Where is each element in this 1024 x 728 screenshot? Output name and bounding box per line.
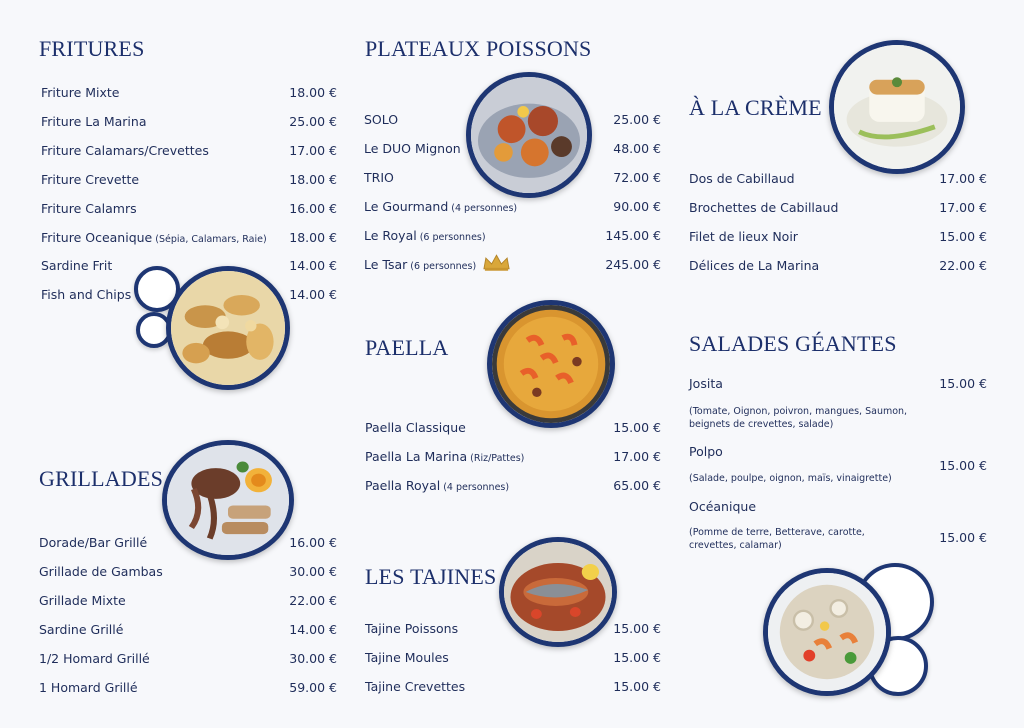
item-label: Paella Royal bbox=[365, 478, 441, 493]
item-price: 15.00 € bbox=[613, 679, 661, 694]
item-name: Le DUO Mignon bbox=[364, 141, 461, 156]
menu-item bbox=[39, 535, 337, 553]
tajines-list bbox=[365, 621, 661, 701]
item-name bbox=[365, 449, 524, 464]
plateaux-title: PLATEAUX POISSONS bbox=[365, 36, 592, 61]
item-name: Dorade/Bar Grillé bbox=[39, 535, 148, 550]
item-label: Le Tsar bbox=[364, 257, 408, 272]
item-note: (6 personnes) bbox=[410, 261, 477, 272]
item-price: 145.00 € bbox=[605, 228, 661, 243]
fritures-title: FRITURES bbox=[39, 36, 145, 61]
item-description: (Salade, poulpe, oignon, maïs, vinaigrette) bbox=[689, 473, 892, 484]
item-price: 14.00 € bbox=[289, 622, 337, 637]
seafood-salad-photo bbox=[763, 568, 891, 696]
item-note: (Sépia, Calamars, Raie) bbox=[155, 234, 267, 245]
plateaux-list bbox=[364, 112, 661, 282]
item-name: 1/2 Homard Grillé bbox=[39, 651, 150, 666]
item-name: Polpo bbox=[689, 444, 723, 459]
item-name: Paella Classique bbox=[365, 420, 466, 435]
item-price: 30.00 € bbox=[289, 651, 337, 666]
item-price: 15.00 € bbox=[613, 420, 661, 435]
item-name: 1 Homard Grillé bbox=[39, 680, 138, 695]
paella-photo bbox=[487, 300, 615, 428]
crown-icon bbox=[482, 253, 511, 273]
item-name: Friture Crevette bbox=[41, 172, 140, 187]
menu-item bbox=[689, 229, 987, 247]
menu-item bbox=[365, 449, 661, 467]
menu-item bbox=[689, 258, 987, 276]
menu-item bbox=[364, 228, 661, 246]
menu-item bbox=[364, 141, 661, 159]
item-name: Tajine Poissons bbox=[365, 621, 459, 636]
item-name: Friture Calamars/Crevettes bbox=[41, 143, 209, 158]
menu-item bbox=[365, 679, 661, 697]
salades-list bbox=[689, 373, 987, 573]
item-label: Paella La Marina bbox=[365, 449, 468, 464]
paella-title: PAELLA bbox=[365, 335, 449, 360]
cod-cream-photo bbox=[829, 40, 965, 174]
item-price: 72.00 € bbox=[613, 170, 661, 185]
fried-seafood-image bbox=[171, 271, 285, 385]
item-name: Sardine Frit bbox=[41, 258, 113, 273]
fried-seafood-photo bbox=[166, 266, 290, 390]
menu-item bbox=[41, 85, 337, 103]
item-name bbox=[41, 230, 267, 245]
menu-item bbox=[365, 478, 661, 496]
seafood-salad-image bbox=[768, 573, 886, 691]
paella-image bbox=[492, 305, 610, 423]
cod-cream-image bbox=[834, 45, 960, 169]
menu-item bbox=[39, 680, 337, 698]
menu-item bbox=[364, 257, 661, 275]
item-price: 17.00 € bbox=[613, 449, 661, 464]
item-price: 48.00 € bbox=[613, 141, 661, 156]
item-price: 59.00 € bbox=[289, 680, 337, 695]
creme-list bbox=[689, 171, 987, 281]
grillades-title: GRILLADES bbox=[39, 466, 164, 491]
item-label: Friture Oceanique bbox=[41, 230, 153, 245]
tajines-title: LES TAJINES bbox=[365, 564, 497, 589]
menu-item bbox=[365, 650, 661, 668]
item-name: Grillade Mixte bbox=[39, 593, 126, 608]
creme-title: À LA CRÈME bbox=[689, 95, 822, 120]
item-name: Friture Mixte bbox=[41, 85, 120, 100]
item-price: 16.00 € bbox=[289, 201, 337, 216]
item-name: Grillade de Gambas bbox=[39, 564, 163, 579]
item-price: 25.00 € bbox=[613, 112, 661, 127]
item-price: 18.00 € bbox=[289, 172, 337, 187]
item-name: Fish and Chips bbox=[41, 287, 132, 302]
item-price: 16.00 € bbox=[289, 535, 337, 550]
item-note: (6 personnes) bbox=[419, 232, 486, 243]
menu-item bbox=[364, 170, 661, 188]
item-price: 15.00 € bbox=[613, 650, 661, 665]
item-name: Friture Calamrs bbox=[41, 201, 137, 216]
item-name bbox=[364, 228, 486, 243]
item-name: Friture La Marina bbox=[41, 114, 147, 129]
item-description: (Pomme de terre, Betterave, carotte, crevettes, calamar) bbox=[689, 527, 865, 551]
item-price: 22.00 € bbox=[939, 258, 987, 273]
item-price: 15.00 € bbox=[939, 229, 987, 244]
menu-item bbox=[41, 258, 337, 276]
item-name: Tajine Crevettes bbox=[365, 679, 466, 694]
item-name: Josita bbox=[689, 376, 723, 391]
item-name: Filet de lieux Noir bbox=[689, 229, 798, 244]
item-price: 17.00 € bbox=[939, 200, 987, 215]
item-price: 22.00 € bbox=[289, 593, 337, 608]
item-name bbox=[364, 257, 476, 272]
item-note: (4 personnes) bbox=[451, 203, 518, 214]
menu-item bbox=[41, 114, 337, 132]
item-price: 15.00 € bbox=[939, 530, 987, 545]
item-note: (Riz/Pattes) bbox=[470, 453, 525, 464]
item-price: 15.00 € bbox=[613, 621, 661, 636]
menu-item bbox=[364, 112, 661, 130]
item-price: 18.00 € bbox=[289, 85, 337, 100]
item-price: 17.00 € bbox=[289, 143, 337, 158]
item-price: 15.00 € bbox=[939, 376, 987, 391]
item-name bbox=[364, 199, 517, 214]
salades-title: SALADES GÉANTES bbox=[689, 331, 897, 356]
item-name: SOLO bbox=[364, 112, 399, 127]
menu-item bbox=[41, 172, 337, 190]
item-price: 65.00 € bbox=[613, 478, 661, 493]
item-price: 90.00 € bbox=[613, 199, 661, 214]
item-note: (4 personnes) bbox=[443, 482, 510, 493]
item-description: (Tomate, Oignon, poivron, mangues, Saumon, beignets de crevettes, salade) bbox=[689, 406, 908, 430]
salad-item bbox=[689, 376, 987, 394]
menu-item bbox=[689, 200, 987, 218]
menu-item bbox=[39, 564, 337, 582]
menu-item bbox=[41, 230, 337, 248]
item-name: Tajine Moules bbox=[365, 650, 449, 665]
item-label: Le Royal bbox=[364, 228, 417, 243]
menu-item bbox=[41, 201, 337, 219]
item-price: 25.00 € bbox=[289, 114, 337, 129]
item-name: Océanique bbox=[689, 499, 757, 514]
item-label: Le Gourmand bbox=[364, 199, 449, 214]
salad-price-row bbox=[689, 530, 987, 548]
item-name: Délices de La Marina bbox=[689, 258, 820, 273]
item-name: Sardine Grillé bbox=[39, 622, 124, 637]
salad-item bbox=[689, 499, 987, 517]
item-name: Brochettes de Cabillaud bbox=[689, 200, 839, 215]
menu-item bbox=[39, 593, 337, 611]
item-price: 14.00 € bbox=[289, 287, 337, 302]
item-price: 15.00 € bbox=[939, 458, 987, 473]
item-price: 18.00 € bbox=[289, 230, 337, 245]
menu-item bbox=[364, 199, 661, 217]
paella-list bbox=[365, 420, 661, 500]
item-price: 14.00 € bbox=[289, 258, 337, 273]
menu-item bbox=[689, 171, 987, 189]
item-name bbox=[365, 478, 509, 493]
item-price: 30.00 € bbox=[289, 564, 337, 579]
item-name: TRIO bbox=[364, 170, 394, 185]
item-price: 245.00 € bbox=[605, 257, 661, 272]
menu-item bbox=[41, 143, 337, 161]
item-price: 17.00 € bbox=[939, 171, 987, 186]
menu-item bbox=[39, 651, 337, 669]
menu-item bbox=[365, 420, 661, 438]
grillades-list bbox=[39, 535, 337, 705]
item-name: Dos de Cabillaud bbox=[689, 171, 795, 186]
menu-item bbox=[39, 622, 337, 640]
menu-item bbox=[365, 621, 661, 639]
